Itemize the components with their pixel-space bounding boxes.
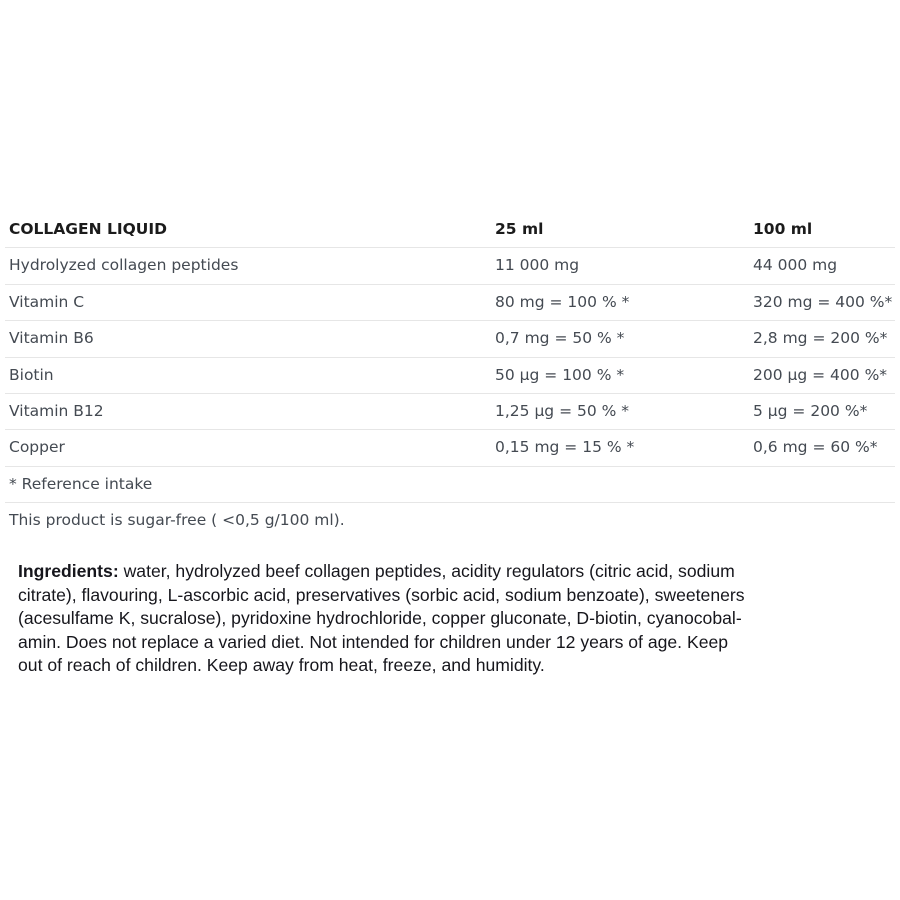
footnote-row bbox=[5, 467, 895, 503]
value-100ml: 0,6 mg = 60 %* bbox=[753, 438, 878, 457]
nutrient-name: Vitamin B12 bbox=[9, 401, 104, 420]
table-row bbox=[5, 430, 895, 466]
value-100ml: 200 µg = 400 %* bbox=[753, 365, 888, 384]
nutrient-name: Biotin bbox=[9, 365, 54, 384]
value-25ml: 1,25 µg = 50 % * bbox=[495, 401, 630, 420]
value-25ml: 0,7 mg = 50 % * bbox=[495, 329, 625, 348]
table-row bbox=[5, 358, 895, 394]
value-25ml: 50 µg = 100 % * bbox=[495, 365, 625, 384]
sugar-note-row bbox=[5, 503, 895, 538]
nutrient-name: Hydrolyzed collagen peptides bbox=[9, 256, 239, 275]
nutrient-name: Copper bbox=[9, 438, 65, 457]
reference-intake-note: * Reference intake bbox=[9, 474, 153, 493]
table-row bbox=[5, 321, 895, 357]
sugar-free-note: This product is sugar-free ( <0,5 g/100 ml). bbox=[9, 511, 345, 530]
value-25ml: 0,15 mg = 15 % * bbox=[495, 438, 635, 457]
table-header-row bbox=[5, 212, 895, 248]
value-25ml: 11 000 mg bbox=[495, 256, 580, 275]
nutrition-table bbox=[5, 212, 895, 539]
column-header-100ml: 100 ml bbox=[753, 220, 813, 238]
nutrient-name: Vitamin B6 bbox=[9, 329, 94, 348]
table-row bbox=[5, 285, 895, 321]
ingredients-paragraph bbox=[18, 560, 880, 678]
value-100ml: 2,8 mg = 200 %* bbox=[753, 329, 888, 348]
value-100ml: 44 000 mg bbox=[753, 256, 838, 275]
value-25ml: 80 mg = 100 % * bbox=[495, 292, 630, 311]
value-100ml: 320 mg = 400 %* bbox=[753, 292, 893, 311]
table-row bbox=[5, 394, 895, 430]
ingredients-label: Ingredients: bbox=[18, 561, 119, 581]
column-header-25ml: 25 ml bbox=[495, 220, 544, 238]
table-row bbox=[5, 248, 895, 284]
product-name-header: COLLAGEN LIQUID bbox=[9, 220, 168, 238]
value-100ml: 5 µg = 200 %* bbox=[753, 401, 868, 420]
ingredients-text: water, hydrolyzed beef collagen peptides, acidity regulators (citric acid, sodium citrate), flavouring, L-ascorbic acid, preservatives (sorbic acid, sodium benzoate), sweeteners (acesulfame K, sucralose), pyridoxine hydrochloride, copper gluconate, D-biotin, cyanocobal- amin. Does not replace a varied diet. Not intended for children under 12 years of age. Keep out of reach of children. Keep away from heat, freeze, and humidity. bbox=[18, 561, 745, 676]
nutrient-name: Vitamin C bbox=[9, 292, 85, 311]
